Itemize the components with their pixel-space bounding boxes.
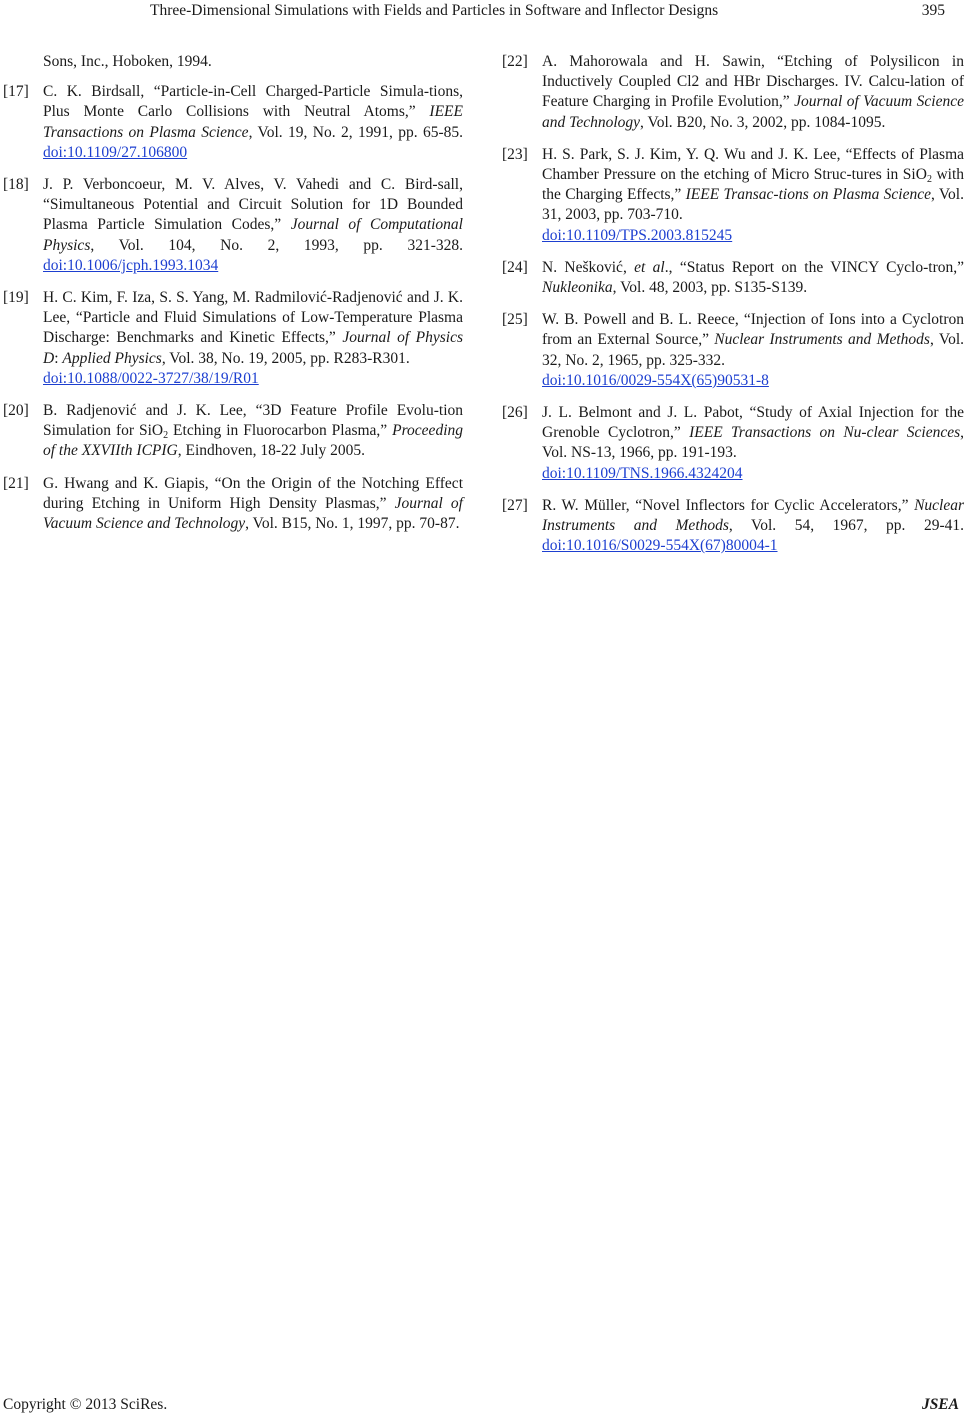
reference-number: [25] (502, 311, 528, 329)
reference-continuation: Sons, Inc., Hoboken, 1994. (43, 53, 212, 70)
running-title: Three-Dimensional Simulations with Fields and Particles in Software and Inflector Designs (150, 2, 719, 19)
reference-number: [17] (3, 83, 29, 101)
reference-number: [18] (3, 176, 29, 194)
reference-number: [22] (502, 53, 528, 70)
reference-17: [17] C. K. Birdsall, “Particle-in-Cell Charged-Particle Simula-tions, Plus Monte Carlo Collisions with Neutral Atoms,” IEEE Transactions on Plasma Science, Vol. 19, No. 2, 1991, pp. 65-85. doi:10.1109/27.106800 (3, 83, 464, 161)
left-column (3, 52, 463, 546)
reference-27: [27] R. W. Müller, “Novel Inflectors for Cyclic Accelerators,” Nuclear Instruments and Methods, Vol. 54, 1967, pp. 29-41. doi:10.1016/S0029-554X(67)80004-1 (502, 496, 964, 555)
reference-22: [22] A. Mahorowala and H. Sawin, “Etching of Polysilicon in Inductively Coupled Cl2 and HBr Discharges. IV. Calcu-lation of Feature Charging in Profile Evolution,” Journal of Vacuum Science and Technology, Vol. B20, No. 3, 2002, pp. 1084-1095. (502, 53, 964, 131)
reference-25: [25] W. B. Powell and B. L. Reece, “Injection of Ions into a Cyclotron from an External Source,” Nuclear Instruments and Methods, Vol. 32, No. 2, 1965, pp. 325-332. doi:10.1016/0029-554X(65)90531-8 (502, 310, 964, 391)
reference-20: [20] B. Radjenović and J. K. Lee, “3D Feature Profile Evolu-tion Simulation for SiO$_2$ Etching in Fluorocarbon Plasma,” Proceeding of the XXVIIth ICPIG, Eindhoven, 18-22 July 2005. (3, 402, 463, 460)
doi-link[interactable]: doi:10.1109/27.106800 (43, 143, 188, 161)
journal-abbreviation: JSEA (921, 1396, 959, 1413)
right-column (502, 52, 964, 568)
doi-link[interactable]: doi:10.1109/TPS.2003.815245 (542, 226, 733, 244)
reference-23: [23] H. S. Park, S. J. Kim, Y. Q. Wu and J. K. Lee, “Effects of Plasma Chamber Pressure on the etching of Micro Struc-tures in SiO$_2$ with the Charging Effects,” IEEE Transac-tions on Plasma Science, Vol. 31, 2003, pp. 703-710. doi:10.1109/TPS.2003.815245 (502, 145, 964, 246)
reference-number: [19] (3, 289, 29, 307)
doi-link[interactable]: doi:10.1088/0022-3727/38/19/R01 (43, 369, 259, 387)
reference-number: [24] (502, 258, 528, 276)
reference-19: [19] H. C. Kim, F. Iza, S. S. Yang, M. Radmilović-Radjenović and J. K. Lee, “Particle and Fluid Simulations of Low-Temperature Plasma Discharge: Benchmarks and Kinetic Effects,” Journal of Physics D: Applied Physics, Vol. 38, No. 19, 2005, pp. R283-R301. doi:10.1088/0022-3727/38/19/R01 (3, 288, 463, 389)
reference-18: [18] J. P. Verboncoeur, M. V. Alves, V. Vahedi and C. Bird-sall, “Simultaneous Potential and Circuit Solution for 1D Bounded Plasma Particle Simulation Codes,” Journal of Computational Physics, Vol. 104, No. 2, 1993, pp. 321-328. doi:10.1006/jcph.1993.1034 (3, 176, 463, 274)
reference-21: [21] G. Hwang and K. Giapis, “On the Origin of the Notching Effect during Etching in Uniform High Density Plasmas,” Journal of Vacuum Science and Technology, Vol. B15, No. 1, 1997, pp. 70-87. (3, 474, 463, 533)
doi-link[interactable]: doi:10.1016/S0029-554X(67)80004-1 (542, 537, 778, 555)
page-header (0, 0, 967, 24)
reference-26: [26] J. L. Belmont and J. L. Pabot, “Study of Axial Injection for the Grenoble Cyclotron,” IEEE Transactions on Nu-clear Sciences, Vol. NS-13, 1966, pp. 191-193. doi:10.1109/TNS.1966.4324204 (502, 403, 964, 484)
reference-number: [21] (3, 474, 29, 492)
doi-link[interactable]: doi:10.1109/TNS.1966.4324204 (542, 464, 743, 482)
reference-number: [23] (502, 145, 528, 163)
copyright-notice: Copyright © 2013 SciRes. (3, 1396, 168, 1413)
doi-link[interactable]: doi:10.1016/0029-554X(65)90531-8 (542, 371, 769, 389)
page-number: 395 (921, 2, 945, 19)
reference-number: [20] (3, 402, 29, 420)
page-footer (0, 1395, 967, 1414)
doi-link[interactable]: doi:10.1006/jcph.1993.1034 (43, 256, 219, 274)
reference-24: [24] N. Nešković, et al., “Status Report on the VINCY Cyclo-tron,” Nukleonika, Vol. 48, 2003, pp. S135-S139. (502, 258, 964, 297)
reference-number: [26] (502, 404, 528, 422)
reference-number: [27] (502, 496, 528, 514)
